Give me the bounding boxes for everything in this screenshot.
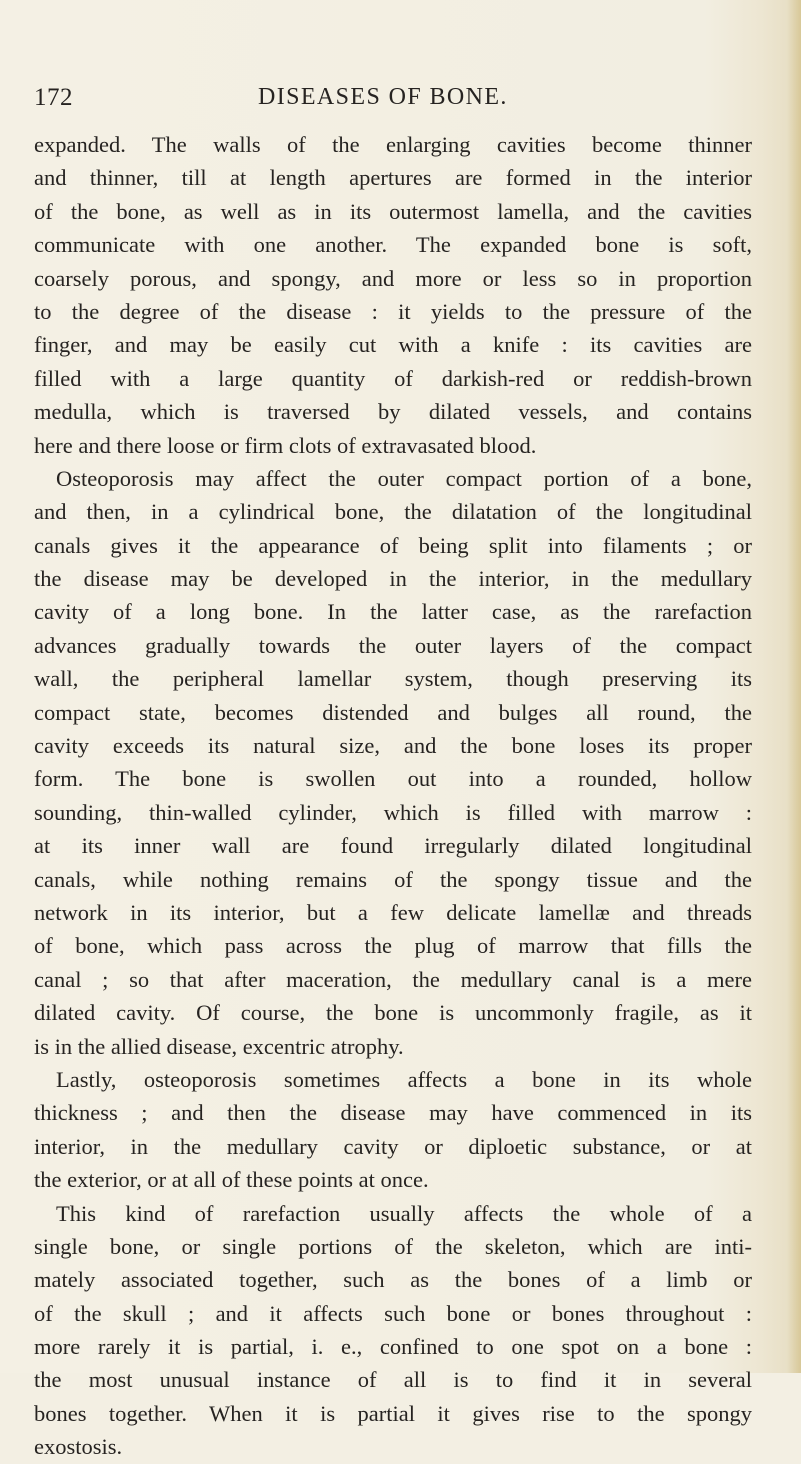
text-line: form. The bone is swollen out into a rounded, hollow [34, 766, 752, 792]
text-line: single bone, or single portions of the skeleton, which are inti- [34, 1233, 752, 1259]
text-line: to the degree of the disease : it yields to the pressure of the [34, 298, 752, 324]
text-line: medulla, which is traversed by dilated vessels, and contains [34, 399, 752, 425]
text-line: sounding, thin-walled cylinder, which is filled with marrow : [34, 799, 752, 825]
text-line: of the skull ; and it affects such bone or bones throughout : [34, 1300, 752, 1326]
running-head: DISEASES OF BONE. [258, 84, 508, 110]
text-line: finger, and may be easily cut with a knife : its cavities are [34, 332, 752, 358]
text-line: filled with a large quantity of darkish-red or reddish-brown [34, 365, 752, 391]
text-line: communicate with one another. The expanded bone is soft, [34, 232, 752, 258]
text-line: and thinner, till at length apertures are formed in the interior [34, 165, 752, 191]
text-line: the most unusual instance of all is to find it in several [34, 1367, 752, 1393]
text-line: the disease may be developed in the interior, in the medullary [34, 566, 752, 592]
text-line: here and there loose or firm clots of extravasated blood. [34, 432, 537, 458]
text-line: compact state, becomes distended and bulges all round, the [34, 699, 752, 725]
text-line: cavity of a long bone. In the latter case, as the rarefaction [34, 599, 752, 625]
text-line: of the bone, as well as in its outermost lamella, and the cavities [34, 198, 752, 224]
text-line: dilated cavity. Of course, the bone is uncommonly fragile, as it [34, 1000, 752, 1026]
text-line: the exterior, or at all of these points at once. [34, 1167, 429, 1193]
text-line: more rarely it is partial, i. e., confined to one spot on a bone : [34, 1334, 752, 1360]
page-header [0, 84, 801, 114]
text-line: wall, the peripheral lamellar system, though preserving its [34, 666, 752, 692]
text-line: and then, in a cylindrical bone, the dilatation of the longitudinal [34, 499, 752, 525]
text-line: coarsely porous, and spongy, and more or less so in proportion [34, 265, 752, 291]
text-line: at its inner wall are found irregularly dilated longitudinal [34, 833, 752, 859]
text-line: bones together. When it is partial it gives rise to the spongy [34, 1400, 752, 1426]
page-edge-shading [787, 0, 801, 1373]
body-text [34, 128, 752, 1464]
text-line: thickness ; and then the disease may have commenced in its [34, 1100, 752, 1126]
text-line: canal ; so that after maceration, the medullary canal is a mere [34, 966, 752, 992]
text-line: cavity exceeds its natural size, and the bone loses its proper [34, 733, 752, 759]
text-line: Osteoporosis may affect the outer compact portion of a bone, [56, 465, 752, 491]
text-line: expanded. The walls of the enlarging cavities become thinner [34, 132, 752, 157]
text-line: canals gives it the appearance of being split into filaments ; or [34, 532, 752, 558]
text-line: canals, while nothing remains of the spongy tissue and the [34, 866, 752, 892]
text-line: interior, in the medullary cavity or diploetic substance, or at [34, 1133, 752, 1159]
text-line: Lastly, osteoporosis sometimes affects a bone in its whole [56, 1066, 752, 1092]
text-line: advances gradually towards the outer layers of the compact [34, 632, 752, 658]
text-line: of bone, which pass across the plug of marrow that fills the [34, 933, 752, 959]
text-line: mately associated together, such as the bones of a limb or [34, 1267, 752, 1293]
text-line: exostosis. [34, 1434, 123, 1460]
text-line: This kind of rarefaction usually affects the whole of a [56, 1200, 752, 1226]
text-line: network in its interior, but a few delicate lamellæ and threads [34, 899, 752, 925]
text-line: is in the allied disease, excentric atrophy. [34, 1033, 404, 1059]
page-number: 172 [34, 84, 73, 111]
